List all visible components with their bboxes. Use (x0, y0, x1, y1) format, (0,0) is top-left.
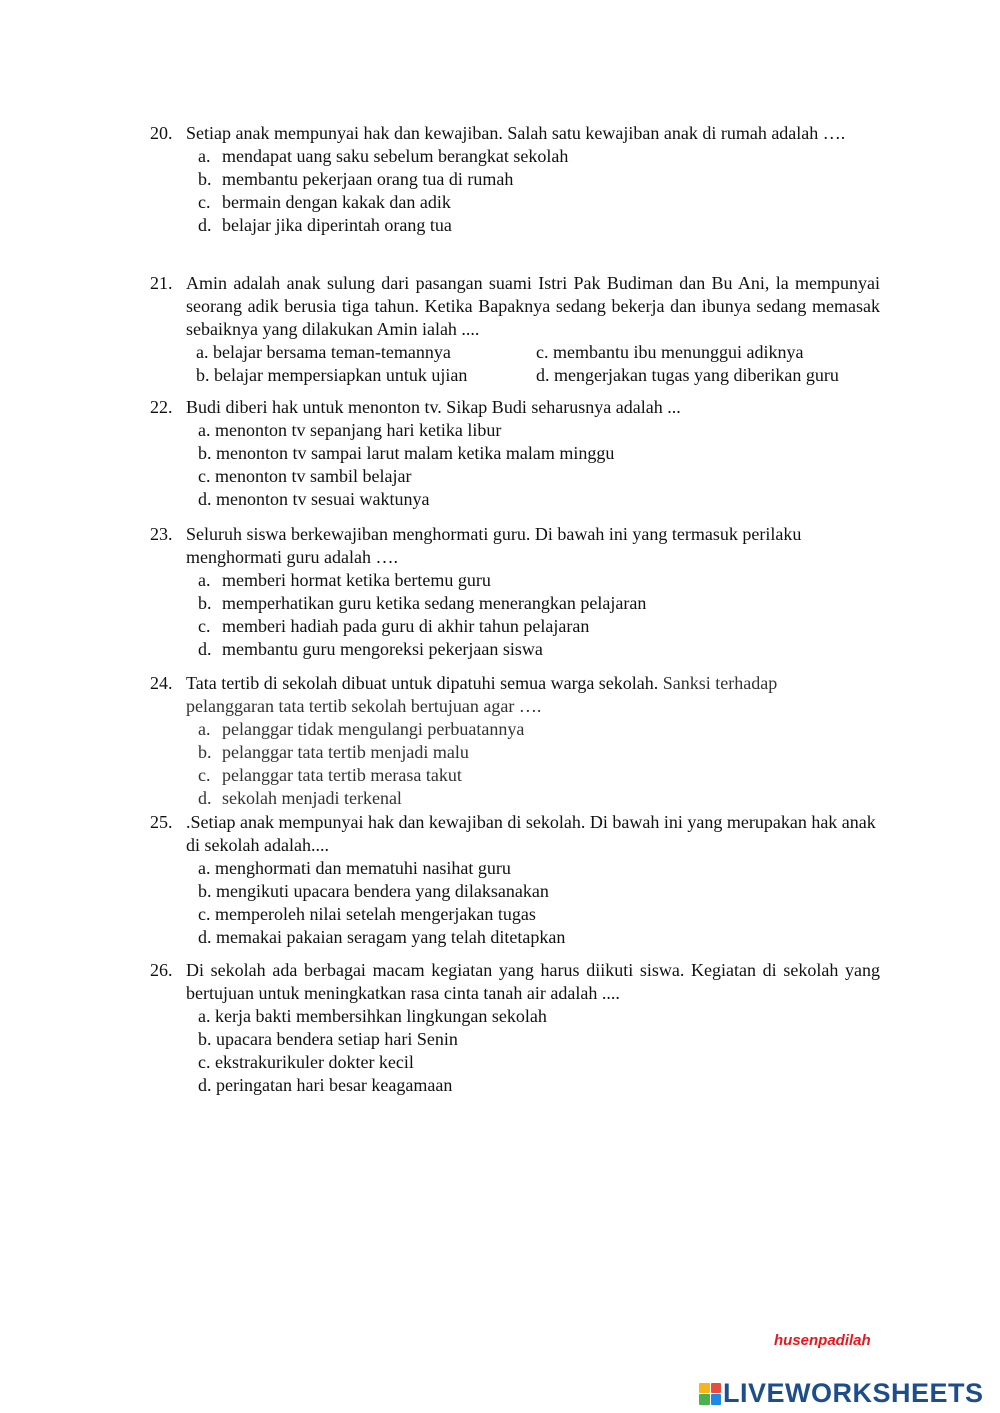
option-c[interactable]: c. memperoleh nilai setelah mengerjakan tugas (198, 904, 536, 924)
question-25 (150, 811, 880, 949)
question-text: Tata tertib di sekolah dibuat untuk dipatuhi semua warga sekolah. Sanksi terhadap pelanggaran tata tertib sekolah bertujuan agar …. (186, 673, 778, 716)
question-text: .Setiap anak mempunyai hak dan kewajiban di sekolah. Di bawah ini yang merupakan hak anak di sekolah adalah.... (186, 812, 876, 855)
option-b[interactable]: b. pelanggar tata tertib menjadi malu (198, 742, 469, 762)
question-text: Amin adalah anak sulung dari pasangan suami Istri Pak Budiman dan Bu Ani, la mempunyai seorang adik berusia tiga tahun. Ketika Bapaknya sedang bekerja dan ibunya sedang memasak sebaiknya yang dilakukan Amin ialah .... (186, 273, 880, 339)
option-c[interactable]: c. membantu ibu menunggui adiknya (536, 342, 804, 362)
option-c[interactable]: c. memberi hadiah pada guru di akhir tahun pelajaran (198, 616, 590, 636)
option-b[interactable]: b. upacara bendera setiap hari Senin (198, 1029, 458, 1049)
question-20 (150, 122, 880, 237)
option-a[interactable]: a. memberi hormat ketika bertemu guru (198, 570, 491, 590)
option-a[interactable]: a. mendapat uang saku sebelum berangkat sekolah (198, 146, 569, 166)
option-a[interactable]: a. pelanggar tidak mengulangi perbuatannya (198, 719, 525, 739)
question-22 (150, 396, 880, 511)
question-number: 26. (150, 960, 173, 980)
option-c[interactable]: c. bermain dengan kakak dan adik (198, 192, 451, 212)
question-number: 20. (150, 123, 173, 143)
option-b[interactable]: b. menonton tv sampai larut malam ketika malam minggu (198, 443, 615, 463)
option-b[interactable]: b. memperhatikan guru ketika sedang menerangkan pelajaran (198, 593, 647, 613)
liveworksheets-logo-icon (699, 1383, 721, 1405)
brand-name: LIVEWORKSHEETS (723, 1378, 984, 1408)
option-c[interactable]: c. menonton tv sambil belajar (198, 466, 412, 486)
question-text: Budi diberi hak untuk menonton tv. Sikap Budi seharusnya adalah ... (186, 397, 681, 417)
question-24 (150, 672, 880, 810)
author-credit: husenpadilah (774, 1332, 871, 1349)
option-d[interactable]: d. belajar jika diperintah orang tua (198, 215, 452, 235)
option-b[interactable]: b. membantu pekerjaan orang tua di rumah (198, 169, 514, 189)
question-number: 21. (150, 273, 173, 293)
option-c[interactable]: c. ekstrakurikuler dokter kecil (198, 1052, 414, 1072)
option-a[interactable]: a. menghormati dan mematuhi nasihat guru (198, 858, 511, 878)
question-26 (150, 959, 880, 1097)
option-b[interactable]: b. mengikuti upacara bendera yang dilaksanakan (198, 881, 549, 901)
question-text: Seluruh siswa berkewajiban menghormati guru. Di bawah ini yang termasuk perilaku menghormati guru adalah …. (186, 524, 802, 567)
question-23 (150, 523, 880, 661)
option-d[interactable]: d. mengerjakan tugas yang diberikan guru (536, 365, 839, 385)
question-number: 23. (150, 524, 173, 544)
question-text: Setiap anak mempunyai hak dan kewajiban. Salah satu kewajiban anak di rumah adalah …. (186, 123, 846, 143)
question-number: 24. (150, 673, 173, 693)
option-d[interactable]: d. membantu guru mengoreksi pekerjaan siswa (198, 639, 543, 659)
liveworksheets-brand[interactable] (699, 1378, 984, 1409)
question-21 (150, 272, 880, 387)
option-d[interactable]: d. peringatan hari besar keagamaan (198, 1075, 453, 1095)
option-d[interactable]: d. sekolah menjadi terkenal (198, 788, 402, 808)
option-c[interactable]: c. pelanggar tata tertib merasa takut (198, 765, 462, 785)
question-number: 22. (150, 397, 173, 417)
question-number: 25. (150, 812, 173, 832)
option-b[interactable]: b. belajar mempersiapkan untuk ujian (196, 365, 468, 385)
option-a[interactable]: a. belajar bersama teman-temannya (196, 342, 451, 362)
option-a[interactable]: a. menonton tv sepanjang hari ketika libur (198, 420, 502, 440)
option-d[interactable]: d. memakai pakaian seragam yang telah ditetapkan (198, 927, 566, 947)
question-text: Di sekolah ada berbagai macam kegiatan yang harus diikuti siswa. Kegiatan di sekolah yang bertujuan untuk meningkatkan rasa cinta tanah air adalah .... (186, 960, 880, 1003)
option-a[interactable]: a. kerja bakti membersihkan lingkungan sekolah (198, 1006, 547, 1026)
option-d[interactable]: d. menonton tv sesuai waktunya (198, 489, 430, 509)
